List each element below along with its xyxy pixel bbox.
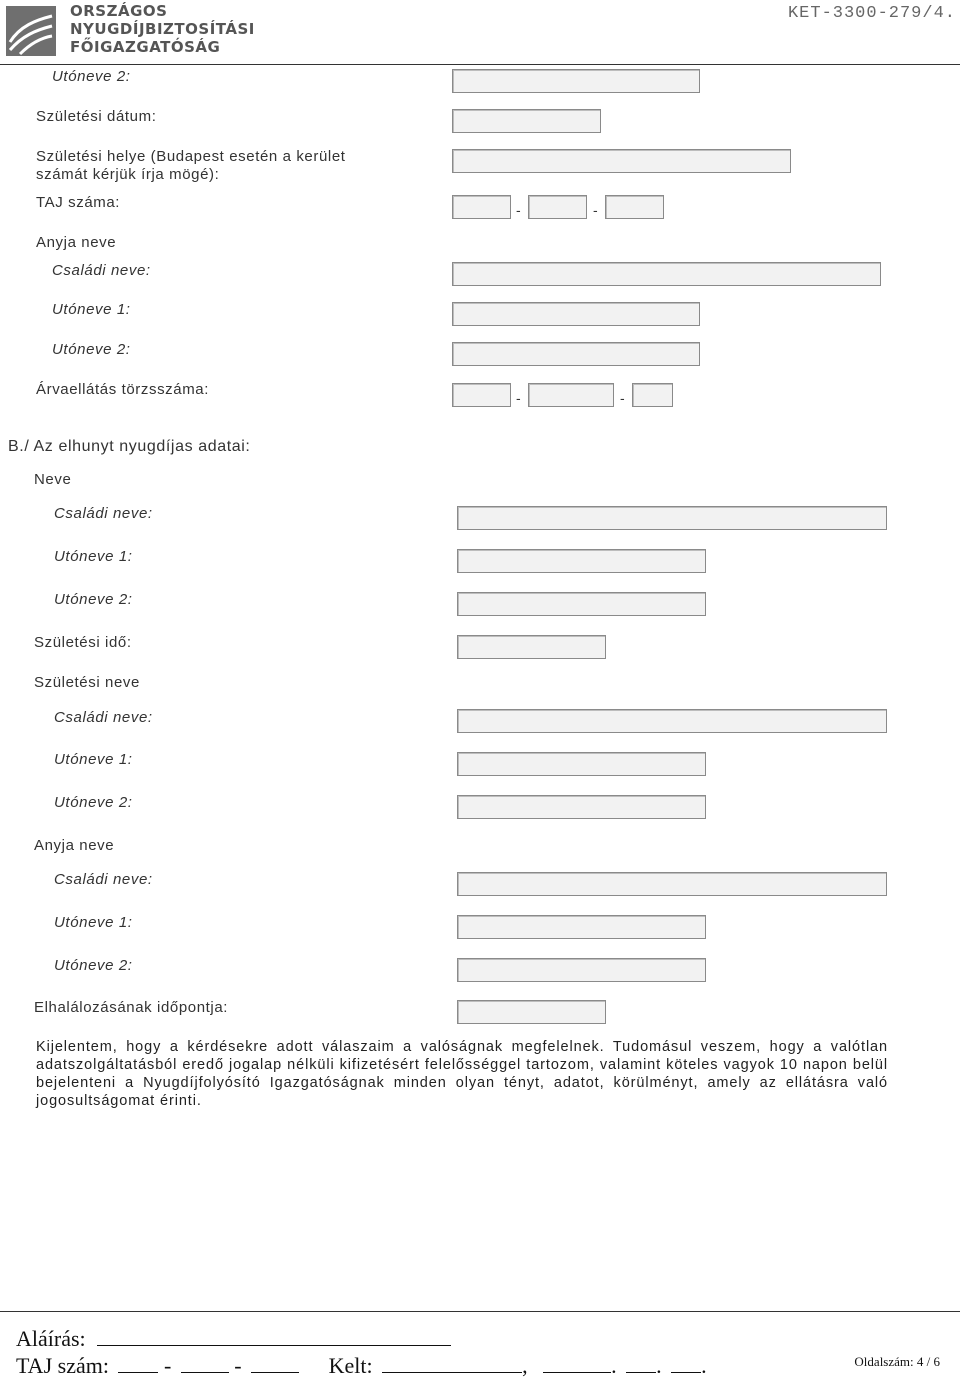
deceased-mother-given1-field[interactable] bbox=[457, 915, 706, 939]
taj-field-1[interactable] bbox=[452, 195, 511, 219]
kelt-dot-2: . bbox=[656, 1353, 662, 1378]
kelt-label: Kelt: bbox=[328, 1353, 373, 1378]
org-name-line3: FŐIGAZGATÓSÁG bbox=[70, 38, 221, 56]
deceased-mother-given2-field[interactable] bbox=[457, 958, 706, 982]
declaration-text: Kijelentem, hogy a kérdésekre adott válaszaim a valóságnak megfelelnek. Tudomásul veszem, hogy a valótlan adatszolgáltatásból eredő jogalap nélküli kifizetésért felelősséggel tartozom, valamint köteles vagyok 10 napon belül bejelenteni a Nyugdíjfolyósító Igazgatóságnak minden olyan tényt, adatot, körülményt, amely az ellátásra való jogosultságomat érinti. bbox=[36, 1039, 888, 1109]
footer-taj-label: TAJ szám: bbox=[16, 1353, 109, 1378]
birth-date-field[interactable] bbox=[452, 109, 601, 133]
taj-field-3[interactable] bbox=[605, 195, 664, 219]
birth-place-field[interactable] bbox=[452, 149, 791, 173]
page-number: Oldalszám: 4 / 6 bbox=[854, 1354, 940, 1369]
birth-name-heading: Születési neve bbox=[34, 674, 140, 691]
kelt-dot-1: . bbox=[611, 1353, 617, 1378]
birth-given-name1-label: Utóneve 1: bbox=[54, 751, 133, 768]
birth-family-name-label: Családi neve: bbox=[54, 709, 153, 726]
section-b-title: B./ Az elhunyt nyugdíjas adatai: bbox=[8, 438, 251, 455]
signature-label: Aláírás: bbox=[16, 1326, 86, 1351]
mother-given-name2-label: Utóneve 2: bbox=[52, 341, 131, 358]
taj-dash-1: - bbox=[516, 202, 521, 218]
birth-given-name1-field[interactable] bbox=[457, 752, 706, 776]
taj-kelt-row bbox=[16, 1353, 707, 1379]
mother-given-name1-label: Utóneve 1: bbox=[52, 301, 131, 318]
kelt-comma: , bbox=[522, 1353, 528, 1378]
kelt-dot-3: . bbox=[701, 1353, 707, 1378]
deceased-birth-date-label: Születési idő: bbox=[34, 634, 132, 651]
kelt-day-field[interactable] bbox=[671, 1354, 701, 1373]
deceased-given-name2-label: Utóneve 2: bbox=[54, 591, 133, 608]
deceased-mother-family-field[interactable] bbox=[457, 872, 887, 896]
orphan-dash-2: - bbox=[620, 390, 625, 406]
org-name-line2: NYUGDÍJBIZTOSÍTÁSI bbox=[70, 20, 255, 38]
signature-row bbox=[16, 1326, 451, 1352]
death-date-field[interactable] bbox=[457, 1000, 606, 1024]
birth-given-name2-label: Utóneve 2: bbox=[54, 794, 133, 811]
deceased-given-name2-field[interactable] bbox=[457, 592, 706, 616]
footer-taj-dash-2: - bbox=[234, 1353, 242, 1378]
utoneve2-label: Utóneve 2: bbox=[52, 68, 131, 85]
deceased-mother-given1-label: Utóneve 1: bbox=[54, 914, 133, 931]
footer-taj-field-3[interactable] bbox=[251, 1354, 299, 1373]
orphan-benefit-field-3[interactable] bbox=[632, 383, 673, 407]
footer-divider bbox=[0, 1311, 960, 1312]
mother-given-name1-field[interactable] bbox=[452, 302, 700, 326]
deceased-mother-heading: Anyja neve bbox=[34, 837, 115, 854]
orphan-benefit-label: Árvaellátás törzsszáma: bbox=[36, 381, 210, 398]
footer-taj-field-1[interactable] bbox=[118, 1354, 158, 1373]
utoneve2-field[interactable] bbox=[452, 69, 700, 93]
mother-family-name-field[interactable] bbox=[452, 262, 881, 286]
mother-family-name-label: Családi neve: bbox=[52, 262, 151, 279]
deceased-given-name1-field[interactable] bbox=[457, 549, 706, 573]
deceased-name-heading: Neve bbox=[34, 471, 72, 488]
kelt-year-field[interactable] bbox=[543, 1354, 611, 1373]
birth-date-label: Születési dátum: bbox=[36, 108, 157, 125]
orphan-dash-1: - bbox=[516, 390, 521, 406]
org-name-line1: ORSZÁGOS bbox=[70, 2, 168, 20]
orphan-benefit-field-1[interactable] bbox=[452, 383, 511, 407]
footer-taj-field-2[interactable] bbox=[181, 1354, 229, 1373]
document-reference: KET-3300-279/4. bbox=[787, 4, 956, 23]
header-divider bbox=[0, 64, 960, 65]
kelt-month-field[interactable] bbox=[626, 1354, 656, 1373]
deceased-family-name-label: Családi neve: bbox=[54, 505, 153, 522]
birth-place-label-line1: Születési helye (Budapest esetén a kerület bbox=[36, 148, 346, 165]
death-date-label: Elhalálozásának időpontja: bbox=[34, 999, 229, 1016]
birth-family-name-field[interactable] bbox=[457, 709, 887, 733]
deceased-mother-given2-label: Utóneve 2: bbox=[54, 957, 133, 974]
taj-dash-2: - bbox=[593, 202, 598, 218]
logo-icon bbox=[6, 6, 56, 56]
deceased-given-name1-label: Utóneve 1: bbox=[54, 548, 133, 565]
deceased-birth-date-field[interactable] bbox=[457, 635, 606, 659]
mother-given-name2-field[interactable] bbox=[452, 342, 700, 366]
kelt-place-field[interactable] bbox=[382, 1354, 522, 1373]
mother-name-heading: Anyja neve bbox=[36, 234, 117, 251]
birth-given-name2-field[interactable] bbox=[457, 795, 706, 819]
birth-place-label-line2: számát kérjük írja mögé): bbox=[36, 166, 220, 183]
taj-label: TAJ száma: bbox=[36, 194, 121, 211]
orphan-benefit-field-2[interactable] bbox=[528, 383, 614, 407]
signature-line[interactable] bbox=[97, 1327, 451, 1346]
deceased-family-name-field[interactable] bbox=[457, 506, 887, 530]
taj-field-2[interactable] bbox=[528, 195, 587, 219]
deceased-mother-family-label: Családi neve: bbox=[54, 871, 153, 888]
footer-taj-dash-1: - bbox=[163, 1353, 172, 1378]
